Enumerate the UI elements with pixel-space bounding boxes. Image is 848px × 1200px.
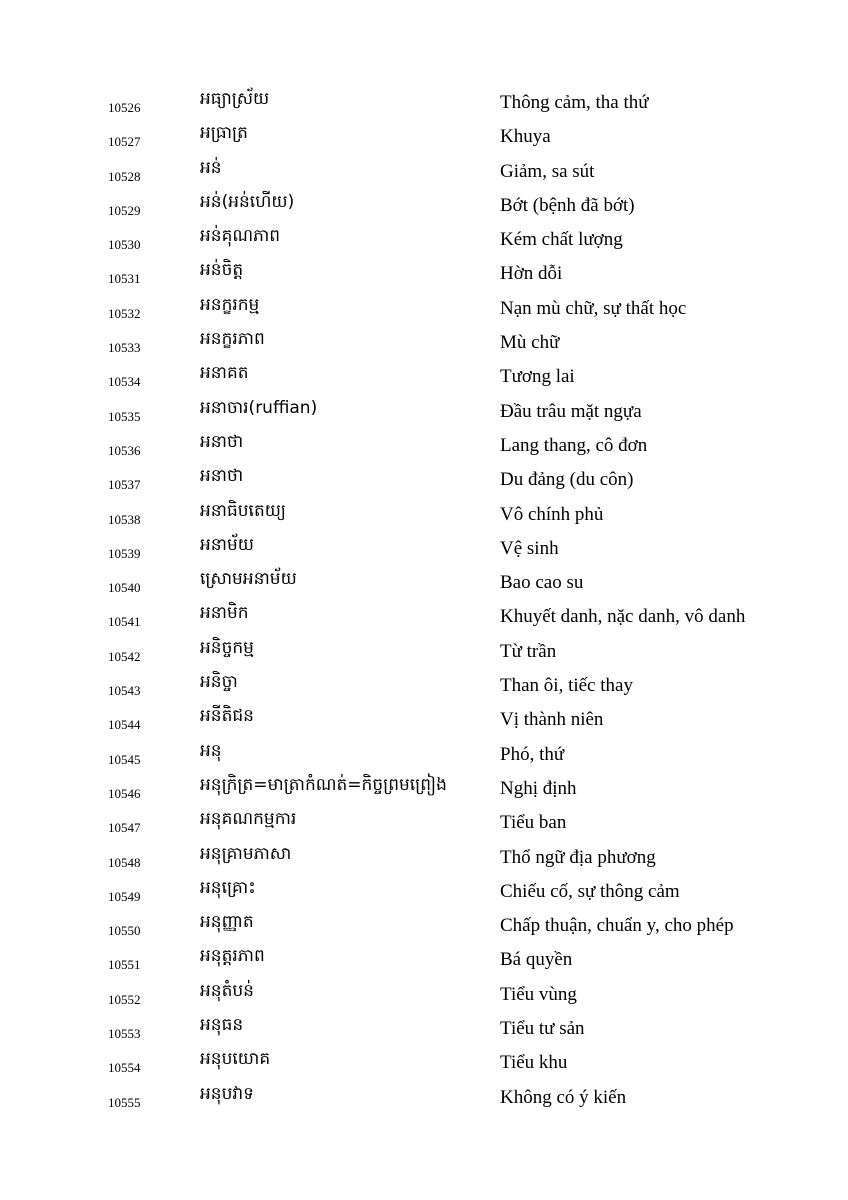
dictionary-entry-row bbox=[0, 669, 848, 703]
entry-number: 10550 bbox=[108, 923, 141, 939]
khmer-term: អនុធន bbox=[200, 1015, 244, 1036]
entry-number: 10530 bbox=[108, 237, 141, 253]
khmer-term: អនិច្ចកម្ម bbox=[200, 637, 254, 658]
dictionary-entry-row bbox=[0, 120, 848, 154]
dictionary-entry-row bbox=[0, 360, 848, 394]
khmer-term: ស្រោមអនាម័យ bbox=[200, 569, 297, 590]
entry-number: 10555 bbox=[108, 1094, 141, 1110]
dictionary-entry-row bbox=[0, 943, 848, 977]
khmer-term: អនាម័យ bbox=[200, 534, 254, 555]
dictionary-entry-row bbox=[0, 875, 848, 909]
entry-number: 10528 bbox=[108, 168, 141, 184]
vietnamese-translation: Nghị định bbox=[500, 777, 577, 799]
vietnamese-translation: Mù chữ bbox=[500, 332, 560, 354]
khmer-term: អន់ bbox=[200, 157, 222, 178]
dictionary-entry-row bbox=[0, 703, 848, 737]
dictionary-entry-row bbox=[0, 326, 848, 360]
dictionary-entry-row bbox=[0, 223, 848, 257]
vietnamese-translation: Thổ ngữ địa phương bbox=[500, 846, 656, 868]
vietnamese-translation: Vô chính phủ bbox=[500, 503, 604, 525]
khmer-term: អនីតិជន bbox=[200, 706, 254, 727]
entry-number: 10553 bbox=[108, 1026, 141, 1042]
khmer-term: អនុតំបន់ bbox=[200, 980, 254, 1001]
khmer-term: អនាថា bbox=[200, 431, 244, 452]
vietnamese-translation: Thông cảm, tha thứ bbox=[500, 92, 649, 113]
khmer-term: អនុបយោគ bbox=[200, 1049, 271, 1070]
dictionary-entry-row bbox=[0, 806, 848, 840]
dictionary-entry-row bbox=[0, 909, 848, 943]
vietnamese-translation: Tương lai bbox=[500, 366, 575, 388]
dictionary-entry-row bbox=[0, 772, 848, 806]
vietnamese-translation: Khuya bbox=[500, 126, 551, 148]
dictionary-entry-row bbox=[0, 841, 848, 875]
entry-number: 10548 bbox=[108, 854, 141, 870]
vietnamese-translation: Từ trần bbox=[500, 640, 557, 662]
entry-number: 10545 bbox=[108, 751, 141, 767]
dictionary-entry-row bbox=[0, 189, 848, 223]
khmer-term: អធ្យាស្រ័យ bbox=[200, 89, 270, 109]
dictionary-entry-row bbox=[0, 395, 848, 429]
dictionary-entry-row bbox=[0, 635, 848, 669]
entry-number: 10552 bbox=[108, 991, 141, 1007]
entry-number: 10536 bbox=[108, 442, 141, 458]
vietnamese-translation: Bớt (bệnh đã bớt) bbox=[500, 194, 635, 216]
dictionary-entry-row bbox=[0, 86, 848, 120]
vietnamese-translation: Giảm, sa sút bbox=[500, 160, 595, 182]
dictionary-entry-row bbox=[0, 1046, 848, 1080]
entry-number: 10549 bbox=[108, 888, 141, 904]
dictionary-entry-row bbox=[0, 257, 848, 291]
dictionary-entry-row bbox=[0, 600, 848, 634]
entry-number: 10554 bbox=[108, 1060, 141, 1076]
dictionary-entry-row bbox=[0, 155, 848, 189]
entry-number: 10539 bbox=[108, 545, 141, 561]
vietnamese-translation: Lang thang, cô đơn bbox=[500, 434, 648, 456]
khmer-term: អនុគណកម្មការ bbox=[200, 809, 297, 830]
khmer-term: អនក្ខរភាព bbox=[200, 329, 265, 350]
khmer-term: អនុត្តរភាព bbox=[200, 946, 265, 967]
vietnamese-translation: Hờn dỗi bbox=[500, 263, 563, 285]
khmer-term: អនុគ្រោះ bbox=[200, 877, 256, 898]
entry-number: 10526 bbox=[108, 100, 141, 115]
vietnamese-translation: Đầu trâu mặt ngựa bbox=[500, 400, 642, 422]
khmer-term: អនាមិក bbox=[200, 603, 249, 624]
khmer-term: អនុញ្ញាត bbox=[200, 912, 254, 933]
vietnamese-translation: Khuyết danh, nặc danh, vô danh bbox=[500, 606, 746, 628]
entry-number: 10535 bbox=[108, 408, 141, 424]
khmer-term: អន់(អន់ហើយ) bbox=[200, 191, 295, 212]
khmer-term: អនក្ខរកម្ម bbox=[200, 294, 260, 315]
vietnamese-translation: Không có ý kiến bbox=[500, 1086, 627, 1108]
entry-number: 10537 bbox=[108, 477, 141, 493]
khmer-term: អនុ bbox=[200, 740, 222, 761]
vietnamese-translation: Phó, thứ bbox=[500, 743, 565, 765]
vietnamese-translation: Tiểu khu bbox=[500, 1052, 568, 1074]
vietnamese-translation: Tiểu ban bbox=[500, 812, 567, 834]
entry-number: 10544 bbox=[108, 717, 141, 733]
entry-number: 10546 bbox=[108, 785, 141, 801]
khmer-term: អធ្រាត្រ bbox=[200, 123, 248, 144]
vietnamese-translation: Chiếu cố, sự thông cảm bbox=[500, 880, 680, 902]
entry-number: 10531 bbox=[108, 271, 141, 287]
entry-number: 10547 bbox=[108, 820, 141, 836]
dictionary-entry-row bbox=[0, 498, 848, 532]
dictionary-entry-row bbox=[0, 1081, 848, 1115]
vietnamese-translation: Tiểu tư sản bbox=[500, 1018, 585, 1040]
entry-number: 10540 bbox=[108, 580, 141, 596]
vietnamese-translation: Chấp thuận, chuẩn y, cho phép bbox=[500, 915, 734, 937]
entry-list bbox=[0, 86, 848, 1115]
vietnamese-translation: Kém chất lượng bbox=[500, 229, 623, 251]
entry-number: 10551 bbox=[108, 957, 141, 973]
khmer-term: អនុគ្រាមភាសា bbox=[200, 843, 292, 864]
khmer-term: អនាចារ(ruffian) bbox=[200, 397, 318, 418]
khmer-term: អនុបវាទ bbox=[200, 1083, 254, 1104]
khmer-term: អនាគត bbox=[200, 363, 249, 384]
khmer-term: អនិច្ចា bbox=[200, 672, 238, 693]
khmer-term: អន់ចិត្ត bbox=[200, 260, 244, 281]
vietnamese-translation: Vị thành niên bbox=[500, 709, 604, 731]
dictionary-entry-row bbox=[0, 429, 848, 463]
dictionary-entry-row bbox=[0, 566, 848, 600]
khmer-term: អនាធិបតេយ្យ bbox=[200, 500, 286, 521]
vietnamese-translation: Du đảng (du côn) bbox=[500, 469, 634, 491]
khmer-term: អនុក្រិត្រ=មាត្រាកំណត់=កិច្ចព្រមព្រៀង bbox=[200, 774, 447, 795]
dictionary-entry-row bbox=[0, 292, 848, 326]
vietnamese-translation: Nạn mù chữ, sự thất học bbox=[500, 297, 687, 319]
entry-number: 10542 bbox=[108, 648, 141, 664]
vietnamese-translation: Vệ sinh bbox=[500, 537, 559, 559]
entry-number: 10538 bbox=[108, 511, 141, 527]
vietnamese-translation: Than ôi, tiếc thay bbox=[500, 675, 633, 697]
khmer-term: អនាថា bbox=[200, 466, 244, 487]
vietnamese-translation: Bá quyền bbox=[500, 949, 573, 971]
entry-number: 10534 bbox=[108, 374, 141, 390]
entry-number: 10532 bbox=[108, 305, 141, 321]
vietnamese-translation: Bao cao su bbox=[500, 572, 584, 594]
dictionary-entry-row bbox=[0, 978, 848, 1012]
entry-number: 10527 bbox=[108, 134, 141, 150]
dictionary-entry-row bbox=[0, 463, 848, 497]
entry-number: 10541 bbox=[108, 614, 141, 630]
khmer-term: អន់គុណភាព bbox=[200, 226, 281, 247]
entry-number: 10529 bbox=[108, 202, 141, 218]
entry-number: 10533 bbox=[108, 340, 141, 356]
entry-number: 10543 bbox=[108, 683, 141, 699]
vietnamese-translation: Tiểu vùng bbox=[500, 983, 577, 1005]
dictionary-entry-row bbox=[0, 738, 848, 772]
dictionary-entry-row bbox=[0, 1012, 848, 1046]
dictionary-entry-row bbox=[0, 532, 848, 566]
